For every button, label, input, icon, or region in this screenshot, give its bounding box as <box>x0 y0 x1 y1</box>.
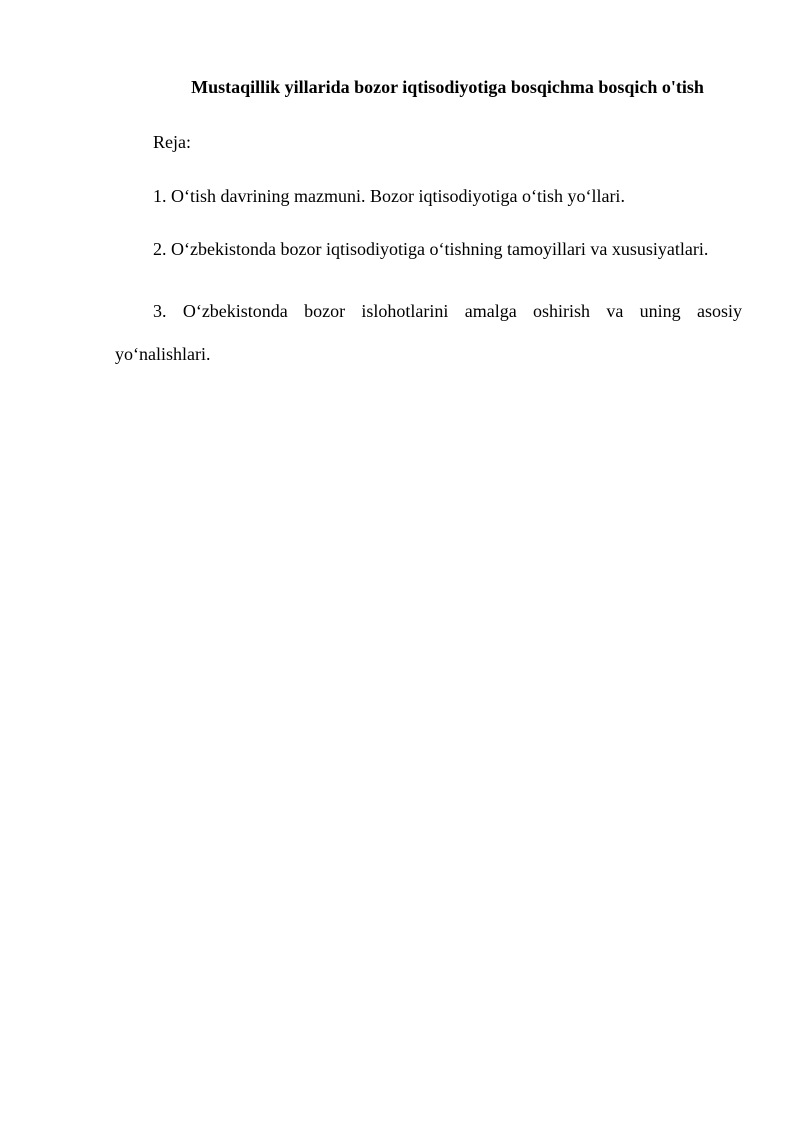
plan-item-1: 1. O‘tish davrining mazmuni. Bozor iqtisodiyotiga o‘tish yo‘llari. <box>153 186 625 206</box>
plan-item-3: 3. O‘zbekistonda bozor islohotlarini amalga oshirish va uning asosiy yo‘nalishlari. <box>115 301 742 364</box>
plan-label: Reja: <box>153 132 191 152</box>
document-body <box>115 74 742 376</box>
plan-item-2: 2. O‘zbekistonda bozor iqtisodiyotiga o‘tishning tamoyillari va xususiyatlari. <box>153 239 709 259</box>
document-title: Mustaqillik yillarida bozor iqtisodiyotiga bosqichma bosqich o'tish <box>191 77 704 97</box>
